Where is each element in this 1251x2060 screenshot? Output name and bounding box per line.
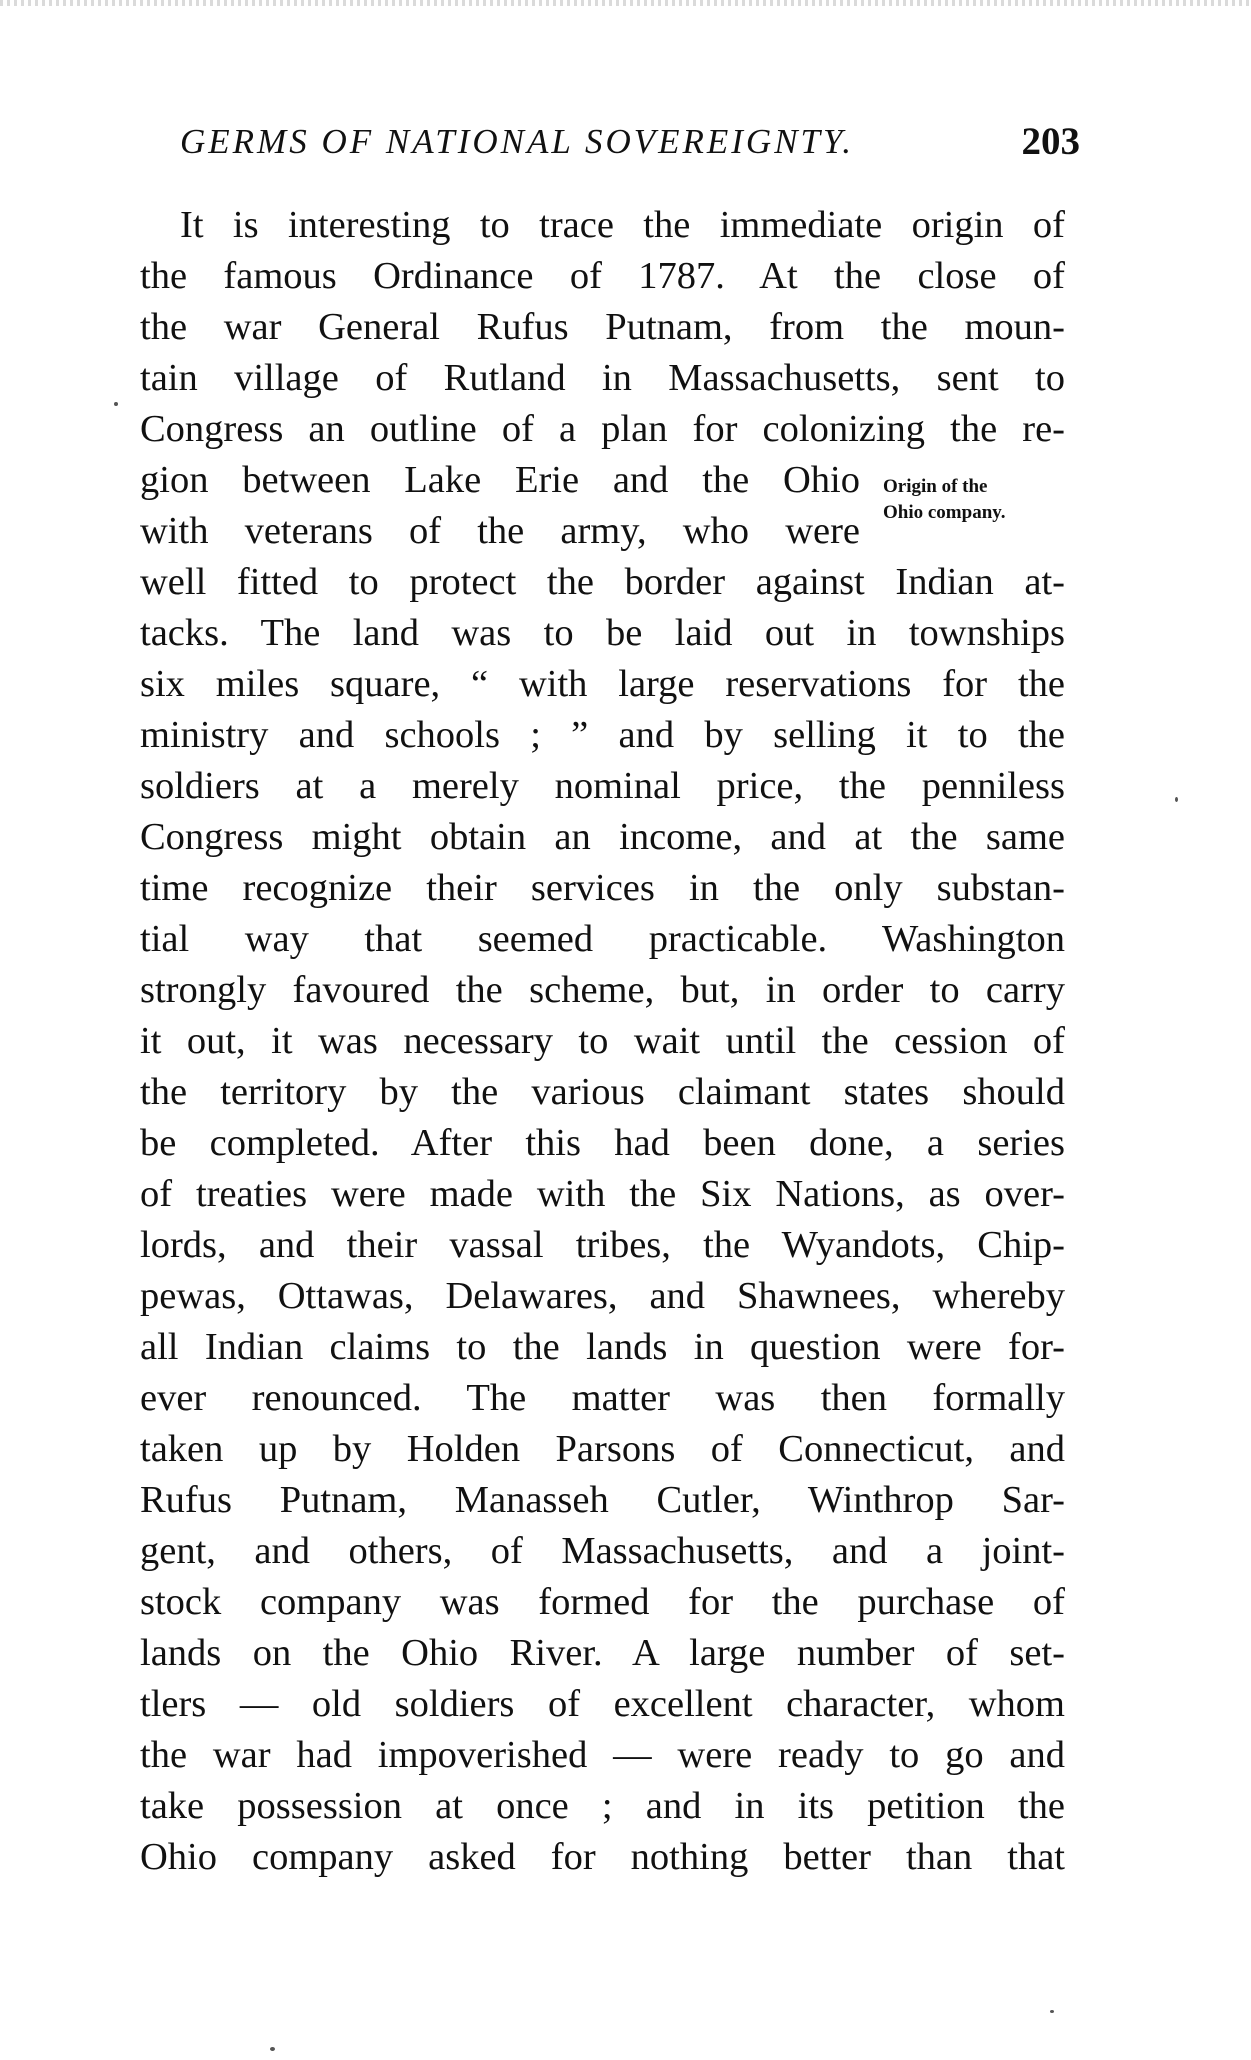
scan-speck	[1175, 797, 1178, 802]
text-line: Ohio company asked for nothing better than that	[140, 1836, 1065, 1878]
text-line: be completed. After this had been done, a series	[140, 1122, 1065, 1164]
text-line: time recognize their services in the only substan-	[140, 867, 1065, 909]
text-line: the famous Ordinance of 1787. At the close of	[140, 255, 1065, 297]
text-line: gent, and others, of Massachusetts, and a joint-	[140, 1530, 1065, 1572]
scan-speck	[1050, 2010, 1054, 2013]
scan-speck	[114, 402, 118, 406]
text-line: taken up by Holden Parsons of Connecticut, and	[140, 1428, 1065, 1470]
text-line: lords, and their vassal tribes, the Wyandots, Chip-	[140, 1224, 1065, 1266]
text-line: gion between Lake Erie and the Ohio	[140, 459, 860, 501]
text-line: stock company was formed for the purchase of	[140, 1581, 1065, 1623]
text-line: tial way that seemed practicable. Washington	[140, 918, 1065, 960]
text-line: ministry and schools ; ” and by selling it to the	[140, 714, 1065, 756]
text-line: tacks. The land was to be laid out in townships	[140, 612, 1065, 654]
running-head: GERMS OF NATIONAL SOVEREIGNTY.	[180, 122, 855, 161]
text-line: ever renounced. The matter was then formally	[140, 1377, 1065, 1419]
text-line: Rufus Putnam, Manasseh Cutler, Winthrop Sar-	[140, 1479, 1065, 1521]
text-line: well fitted to protect the border against Indian at-	[140, 561, 1065, 603]
text-line: six miles square, “ with large reservations for the	[140, 663, 1065, 705]
text-line: strongly favoured the scheme, but, in order to carry	[140, 969, 1065, 1011]
text-line: Congress an outline of a plan for colonizing the re-	[140, 408, 1065, 450]
text-line: all Indian claims to the lands in question were for-	[140, 1326, 1065, 1368]
text-line: the territory by the various claimant states should	[140, 1071, 1065, 1113]
text-line: pewas, Ottawas, Delawares, and Shawnees, whereby	[140, 1275, 1065, 1317]
scan-edge-noise	[0, 0, 1251, 6]
text-line: tain village of Rutland in Massachusetts, sent to	[140, 357, 1065, 399]
text-line: Congress might obtain an income, and at the same	[140, 816, 1065, 858]
text-line: tlers — old soldiers of excellent character, whom	[140, 1683, 1065, 1725]
text-line: take possession at once ; and in its petition the	[140, 1785, 1065, 1827]
text-line: lands on the Ohio River. A large number of set-	[140, 1632, 1065, 1674]
margin-note	[883, 474, 1073, 526]
text-line: the war had impoverished — were ready to go and	[140, 1734, 1065, 1776]
text-line: soldiers at a merely nominal price, the penniless	[140, 765, 1065, 807]
body-text	[140, 200, 1065, 1883]
scan-speck	[270, 2047, 275, 2051]
page-header	[180, 122, 1080, 172]
text-line: the war General Rufus Putnam, from the moun-	[140, 306, 1065, 348]
text-line: It is interesting to trace the immediate origin of	[180, 204, 1065, 246]
text-line: of treaties were made with the Six Nations, as over-	[140, 1173, 1065, 1215]
text-line: with veterans of the army, who were	[140, 510, 860, 552]
margin-note-line: Origin of the	[883, 476, 988, 497]
page-number: 203	[1021, 120, 1080, 163]
margin-note-line: Ohio company.	[883, 502, 1006, 523]
text-line: it out, it was necessary to wait until the cession of	[140, 1020, 1065, 1062]
